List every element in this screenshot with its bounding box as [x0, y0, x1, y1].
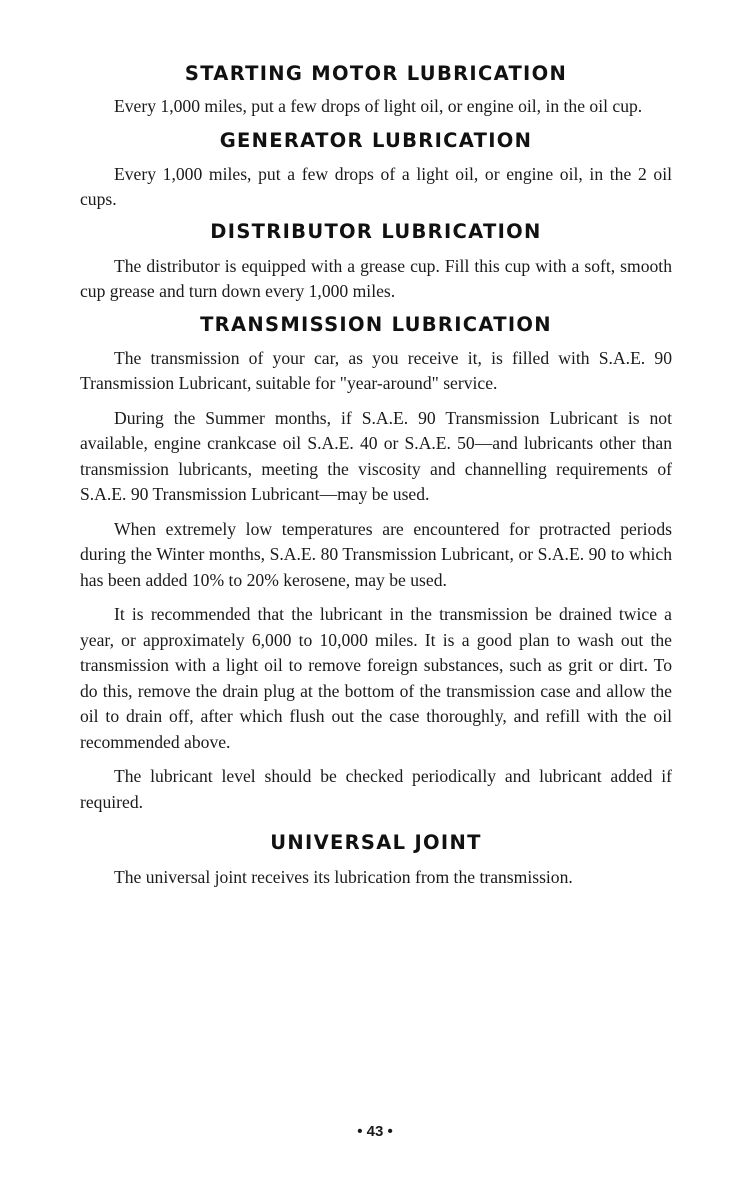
universal-joint-heading: UNIVERSAL JOINT: [270, 831, 482, 854]
transmission-paragraph-1: The transmission of your car, as you receive it, is filled with S.A.E. 90 Transmission Lubricant, suitable for "year-around" service.: [80, 347, 672, 393]
distributor-paragraph: The distributor is equipped with a grease cup. Fill this cup with a soft, smooth cup grease and turn down every 1,000 miles.: [80, 255, 672, 301]
generator-paragraph: Every 1,000 miles, put a few drops of a light oil, or engine oil, in the 2 oil cups.: [80, 163, 672, 209]
universal-joint-paragraph: The universal joint receives its lubrication from the transmission.: [114, 867, 573, 887]
transmission-paragraph-5: The lubricant level should be checked periodically and lubricant added if required.: [80, 766, 672, 812]
page-content: [80, 62, 672, 891]
distributor-heading: DISTRIBUTOR LUBRICATION: [210, 219, 542, 243]
generator-heading: GENERATOR LUBRICATION: [219, 128, 533, 152]
starting-motor-heading: STARTING MOTOR LUBRICATION: [184, 62, 568, 85]
page-number: • 43 •: [357, 1123, 393, 1140]
transmission-paragraph-2: During the Summer months, if S.A.E. 90 Transmission Lubricant is not available, engine crankcase oil S.A.E. 40 or S.A.E. 50—and lubricants other than transmission lubricants, meeting the viscosity and channelling requirements of S.A.E. 90 Transmission Lubricant—may be used.: [80, 407, 672, 504]
transmission-paragraph-3: When extremely low temperatures are encountered for protracted periods during the Winter months, S.A.E. 80 Transmission Lubricant, or S.A.E. 90 to which has been added 10% to 20% kerosene, may be used.: [80, 518, 672, 590]
starting-motor-paragraph: Every 1,000 miles, put a few drops of light oil, or engine oil, in the oil cup.: [114, 96, 643, 116]
transmission-paragraph-4: It is recommended that the lubricant in the transmission be drained twice a year, or approximately 6,000 to 10,000 miles. It is a good plan to wash out the transmission with a light oil to remove foreign substances, such as grit or dirt. To do this, remove the drain plug at the bottom of the transmission case and allow the oil to drain off, after which flush out the case thoroughly, and refill with the oil recommended above.: [80, 604, 672, 752]
transmission-heading: TRANSMISSION LUBRICATION: [200, 312, 552, 336]
